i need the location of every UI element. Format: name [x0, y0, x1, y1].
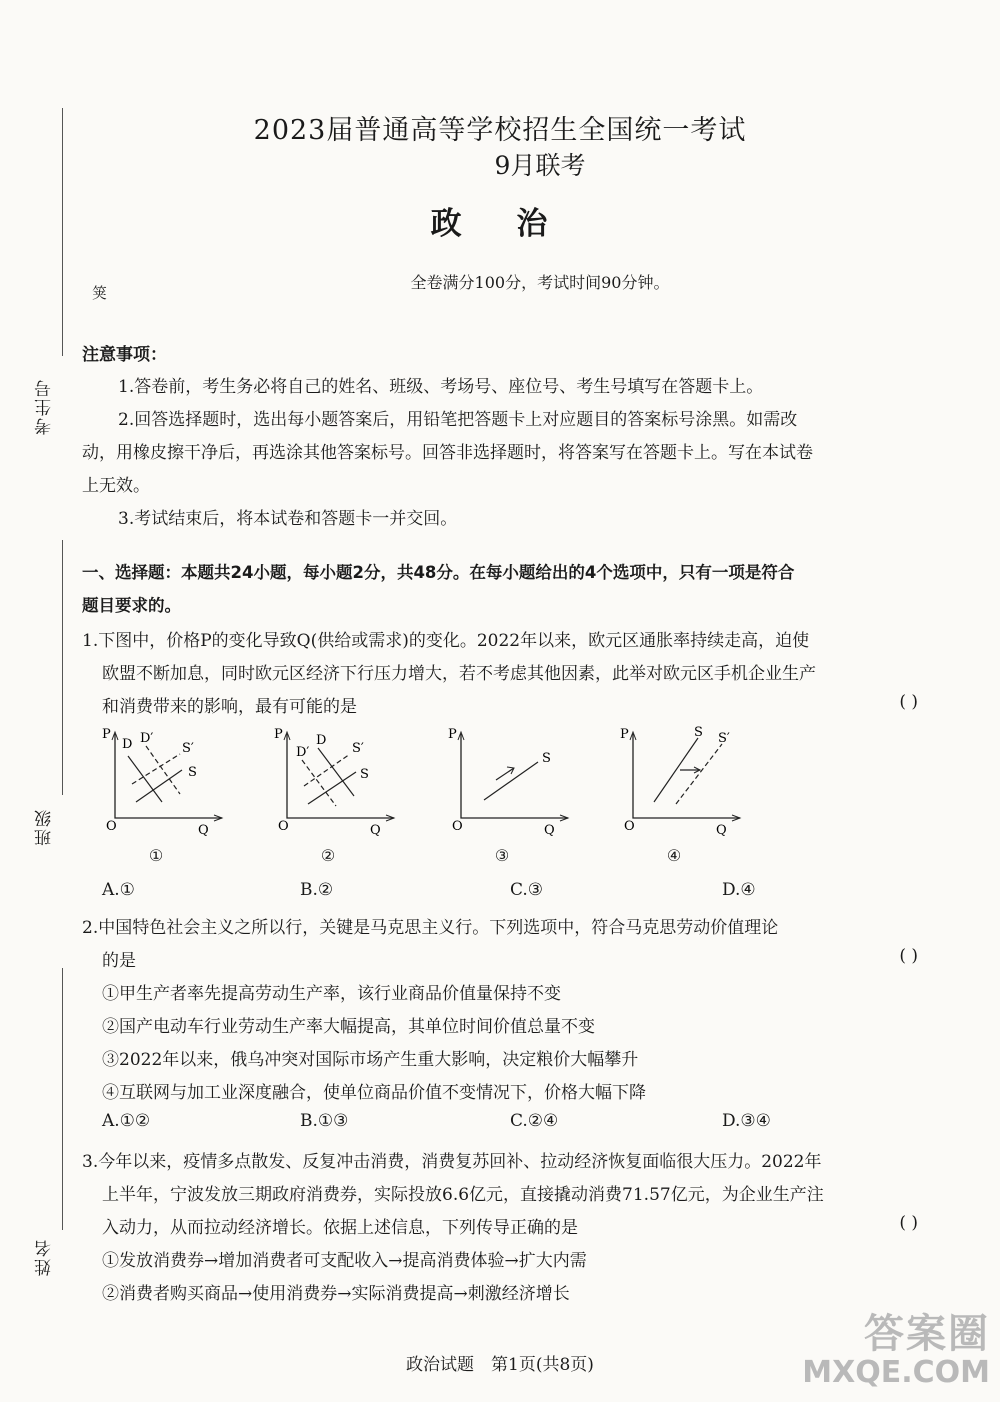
q3-answer-paren: ( ): [899, 1213, 918, 1233]
graph-2-q-label: Q: [370, 823, 381, 838]
graph-3-s-label: S: [542, 751, 551, 766]
graph-1-d-label: D: [122, 737, 133, 752]
graph-4-number: ④: [666, 846, 682, 865]
q2-option-b[interactable]: B.①③: [300, 1111, 349, 1131]
q3-line1: 3.今年以来，疫情多点散发、反复冲击消费，消费复苏回补、拉动经济恢复面临很大压力。2022年: [82, 1152, 822, 1172]
q1-line3: 和消费带来的影响，最有可能的是: [102, 697, 357, 717]
q2-line2: 的是: [102, 951, 136, 971]
q2-statement-1: ①甲生产者率先提高劳动生产率，该行业商品价值量保持不变: [102, 984, 561, 1004]
q1-option-d[interactable]: D.④: [722, 880, 756, 900]
section-heading-line2: 题目要求的。: [82, 596, 181, 615]
graph-4-axes: [633, 734, 740, 818]
margin-line-low: [62, 968, 63, 1230]
side-label-class: 班级: [35, 808, 55, 846]
graph-2-d-label: D: [316, 733, 327, 748]
watermark-line2: MXQE.COM: [802, 1355, 990, 1390]
q2-answer-paren: ( ): [899, 946, 918, 966]
graph-4-q-label: Q: [716, 823, 727, 838]
graph-4-s-label: S: [694, 725, 703, 740]
q2-statement-4: ④互联网与加工业深度融合，使单位商品价值不变情况下，价格大幅下降: [102, 1083, 646, 1103]
q1-option-a[interactable]: A.①: [102, 880, 135, 900]
subject-title: 政 治: [430, 206, 570, 242]
q1-answer-paren: ( ): [899, 692, 918, 712]
graph-1: [100, 722, 240, 842]
watermark-logo: [802, 1312, 990, 1390]
notice-item-3: 3.考试结束后，将本试卷和答题卡一并交回。: [118, 509, 458, 529]
q2-statement-2: ②国产电动车行业劳动生产率大幅提高，其单位时间价值总量不变: [102, 1017, 595, 1037]
graph-1-s2-line: [132, 754, 180, 784]
q2-option-a[interactable]: A.①②: [102, 1111, 151, 1131]
graph-2: [272, 722, 412, 842]
graph-3-o-label: O: [452, 819, 463, 834]
graph-3-p-label: P: [448, 727, 457, 742]
q1-line2: 欧盟不断加息，同时欧元区经济下行压力增大，若不考虑其他因素，此举对欧元区手机企业生产: [102, 664, 816, 684]
q3-line3: 入动力，从而拉动经济增长。依据上述信息，下列传导正确的是: [102, 1218, 578, 1238]
graph-1-d2-label: D′: [140, 731, 154, 746]
graph-1-p-label: P: [102, 727, 111, 742]
graph-1-q-label: Q: [198, 823, 209, 838]
q1-option-b[interactable]: B.②: [300, 880, 334, 900]
q2-option-d[interactable]: D.③④: [722, 1111, 771, 1131]
notice-item-1: 1.答卷前，考生务必将自己的姓名、班级、考场号、座位号、考生号填写在答题卡上。: [118, 377, 764, 397]
graph-4-s2-label: S′: [718, 731, 730, 746]
q3-line2: 上半年，宁波发放三期政府消费券，实际投放6.6亿元，直接撬动消费71.57亿元，为企业生产注: [102, 1185, 824, 1205]
margin-line-mid: [62, 540, 63, 795]
side-label-name: 姓名: [35, 1238, 55, 1276]
graph-2-o-label: O: [278, 819, 289, 834]
graph-2-s-label: S: [360, 767, 369, 782]
graph-3: [446, 722, 586, 842]
graph-1-s-label: S: [188, 765, 197, 780]
section-heading-line1: 一、选择题：本题共24小题，每小题2分，共48分。在每小题给出的4个选项中，只有一项是符合: [82, 563, 795, 582]
exam-subtitle: 9月联考: [494, 151, 586, 180]
watermark-line1: 答案圈: [864, 1311, 990, 1357]
graph-1-s2-label: S′: [182, 741, 194, 756]
graph-2-p-label: P: [274, 727, 283, 742]
notice-item-2-line1: 2.回答选择题时，选出每小题答案后，用铅笔把答题卡上对应题目的答案标号涂黑。如需改: [118, 410, 798, 430]
q2-statement-3: ③2022年以来，俄乌冲突对国际市场产生重大影响，决定粮价大幅攀升: [102, 1050, 639, 1070]
exam-title: 2023届普通高等学校招生全国统一考试: [253, 115, 747, 146]
graph-4-p-label: P: [620, 727, 629, 742]
graph-1-number: ①: [148, 846, 164, 865]
graph-4-o-label: O: [624, 819, 635, 834]
graph-3-axes: [461, 734, 568, 818]
graph-2-number: ②: [320, 846, 336, 865]
notice-item-2-line2: 动，用橡皮擦干净后，再选涂其他答案标号。回答非选择题时，将答案写在答题卡上。写在本试卷: [82, 443, 813, 463]
graph-3-q-label: Q: [544, 823, 555, 838]
graph-4-s2-line: [676, 744, 722, 804]
q3-statement-2: ②消费者购买商品→使用消费券→实际消费提高→刺激经济增长: [102, 1284, 570, 1304]
q2-option-c[interactable]: C.②④: [510, 1111, 559, 1131]
q1-line1: 1.下图中，价格P的变化导致Q(供给或需求)的变化。2022年以来，欧元区通胀率持续走高，迫使: [82, 631, 810, 651]
graph-3-number: ③: [494, 846, 510, 865]
graph-4: [618, 722, 758, 842]
graph-2-s-line: [308, 772, 356, 804]
page-footer: 政治试题 第1页(共8页): [406, 1355, 594, 1375]
q2-line1: 2.中国特色社会主义之所以行，关键是马克思主义行。下列选项中，符合马克思劳动价值理论: [82, 918, 779, 938]
full-score-note: 全卷满分100分，考试时间90分钟。: [410, 273, 670, 292]
graph-1-o-label: O: [106, 819, 117, 834]
graph-2-s2-label: S′: [352, 741, 364, 756]
q3-statement-1: ①发放消费券→增加消费者可支配收入→提高消费体验→扩大内需: [102, 1251, 587, 1271]
notice-item-2-line3: 上无效。: [82, 476, 150, 496]
side-label-exam-no: 考生号: [35, 378, 55, 435]
graph-2-d2-label: D′: [296, 745, 310, 760]
q1-option-c[interactable]: C.③: [510, 880, 544, 900]
notice-heading: 注意事项：: [82, 345, 167, 365]
margin-mark: 䇲: [92, 284, 108, 302]
